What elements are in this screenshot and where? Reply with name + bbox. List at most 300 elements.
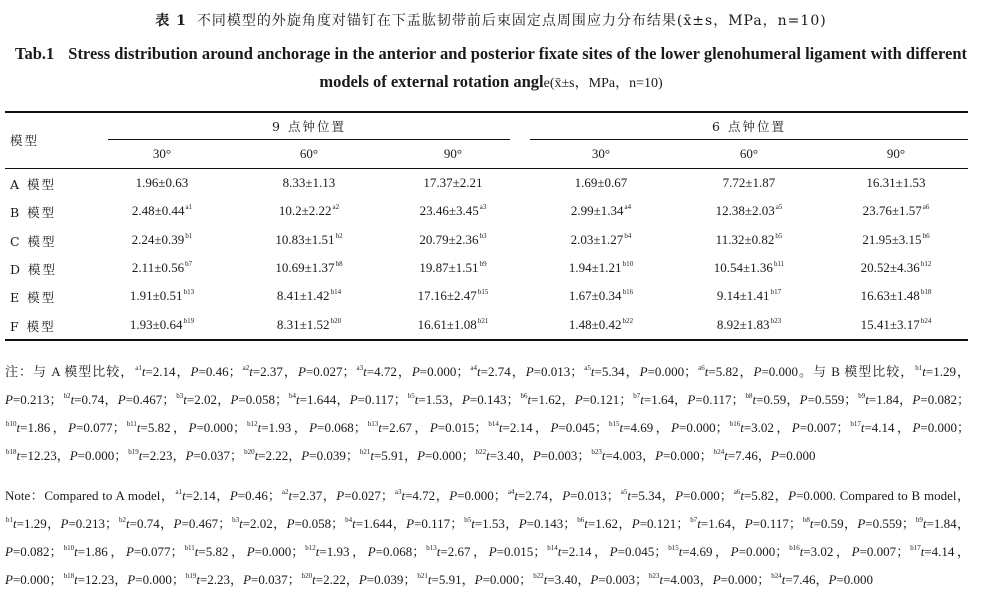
stat-t-value: =2.67， (440, 544, 489, 559)
stat-item (713, 448, 816, 463)
stat-item (231, 516, 331, 531)
stat-t-symbol: t (799, 544, 804, 559)
row-model-label: D 模型 (10, 262, 57, 277)
stat-t-value: =2.14， (145, 364, 191, 379)
stat-p-symbol: P (188, 420, 197, 435)
stat-key: a4 (470, 364, 477, 372)
stat-t-symbol: t (141, 364, 146, 379)
stat-t-symbol: t (486, 448, 490, 463)
cell-value: 20.52±4.36 (860, 260, 920, 275)
stat-t-value: =0.59， (813, 516, 858, 531)
stat-p-symbol: P (461, 392, 470, 407)
stat-t-value: =4.69， (623, 420, 672, 435)
stat-key: b8 (802, 516, 810, 524)
table-header-rule (5, 168, 968, 169)
stat-item (134, 364, 228, 379)
stat-key: b21 (359, 448, 371, 456)
table-cell (92, 260, 232, 276)
stat-p-symbol: P (851, 544, 860, 559)
cell-value: 11.32±0.82 (715, 232, 775, 247)
stat-t-value: =1.64， (700, 516, 745, 531)
stat-item (63, 392, 163, 407)
stat-p-value: =0.121 (582, 392, 620, 407)
table-title-en (6, 40, 976, 98)
note-zh: 注：与 A 模型比较，$^{a1}$t=2.14，P=0.46；$^{a2}$t=2.37，P=0.027；$^{a3}$t=4.72，P=0.000；$^{a4}$t=2.74，P=0.013；$^{a5}$t=5.34，P=0.000；$^{a6}$t=5.82，P=0.000。与 B 模型比较，$^{b1}$t=1.29，P=0.213；$^{b2}$t=0.74，P=0.467；$^{b3}$t=2.02，P=0.058；$^{b4}$t=1.644，P=0.117；$^{b5}$t=1.53，P=0.143；$^{b6}$t=1.62，P=0.121；$^{b7}$t=1.64，P=0.117；$^{b8}$t=0.59，P=0.559；$^{b9}$t=1.84，P=0.082；$^{b10}$t=1.86，P=0.077；$^{b11}$t=5.82，P=0.000；$^{b12}$t=1.93，P=0.068；$^{b13}$t=2.67，P=0.015；$^{b14}$t=2.14，P=0.045；$^{b15}$t=4.69，P=0.000；$^{b16}$t=3.02，P=0.007；$^{b17}$t=4.14，P=0.000；$^{b18}$t=12.23，P=0.000；$^{b19}$t=2.23，P=0.037；$^{b20}$t=2.22，P=0.039；$^{b21}$t=5.91，P=0.000；$^{b22}$t=3.40，P=0.003；$^{b23}$t=4.003，P=0.000；$^{b24}$t=7.46，P=0.000 (5, 364, 970, 463)
row-model-label: E 模型 (10, 290, 57, 305)
stat-key: a6 (698, 364, 705, 372)
stat-t-symbol: t (182, 488, 186, 503)
stat-p-symbol: P (912, 420, 921, 435)
stat-p-value: =0.039 (309, 448, 346, 463)
stat-t-symbol: t (557, 544, 562, 559)
stat-t-value: =12.23， (20, 448, 70, 463)
stat-item (425, 544, 533, 559)
table-caption-en: Stress distribution around anchorage in the anterior and posterior fixate sites of the lower glenohumeral ligament with different models of external rotation angl (68, 44, 968, 91)
stat-key: b8 (745, 392, 753, 400)
stat-item (301, 572, 404, 587)
table-cell (679, 175, 819, 191)
group2-rule (530, 139, 968, 140)
stat-key: b20 (244, 448, 255, 456)
group-header-6-oclock: 6 点钟位置 (712, 119, 786, 134)
stat-item (857, 392, 957, 407)
table-cell (826, 317, 966, 333)
stat-p-symbol: P (687, 392, 696, 407)
stat-p-value: =0.000 (135, 572, 172, 587)
stat-item (367, 420, 475, 435)
cell-value: 15.41±3.17 (860, 317, 920, 332)
stat-key: b1 (6, 516, 13, 524)
stat-key: a3 (394, 488, 402, 496)
stat-t-symbol: t (724, 448, 728, 463)
stat-p-value: =0.045 (558, 420, 596, 435)
stat-item (583, 364, 684, 379)
table-cell (531, 203, 671, 219)
cell-superscript: b24 (920, 317, 932, 325)
note-zh-mid: 。与 B 模型比较， (798, 364, 915, 379)
stat-t-symbol: t (16, 420, 21, 435)
stat-item (359, 448, 462, 463)
stat-p-value: =0.068 (317, 420, 354, 435)
stat-p-value: =0.117 (414, 516, 451, 531)
stat-p-symbol: P (349, 392, 358, 407)
cell-value: 2.99±1.34 (570, 203, 624, 218)
stat-t-value: =4.72， (366, 364, 412, 379)
cell-superscript: b11 (773, 260, 785, 268)
stat-key: b1 (915, 364, 923, 372)
cell-value: 2.24±0.39 (131, 232, 185, 247)
stat-key: b12 (305, 544, 316, 552)
stat-t-value: =2.74， (518, 488, 563, 503)
stat-t-symbol: t (183, 392, 187, 407)
table-cell (531, 288, 671, 304)
stat-t-symbol: t (809, 516, 814, 531)
stat-item (184, 544, 292, 559)
stat-p-value: =0.027 (305, 364, 343, 379)
stat-t-symbol: t (590, 364, 595, 379)
stat-t-symbol: t (196, 572, 200, 587)
cell-value: 2.03±1.27 (570, 232, 624, 247)
table-cell (239, 232, 379, 248)
stat-key: b23 (648, 572, 660, 580)
cell-value: 7.72±1.87 (722, 175, 776, 190)
stat-p-value: =0.000 (738, 544, 776, 559)
stat-item (532, 572, 635, 587)
stat-p-value: =0.000 (920, 420, 957, 435)
stat-t-value: =5.82， (743, 488, 789, 503)
stat-t-symbol: t (370, 448, 374, 463)
stat-p-value: =0.467 (125, 392, 163, 407)
stat-key: b3 (176, 392, 184, 400)
stat-t-value: =1.86， (77, 544, 126, 559)
stat-p-symbol: P (532, 448, 541, 463)
stat-t-symbol: t (740, 420, 744, 435)
stat-p-symbol: P (229, 488, 238, 503)
stat-p-value: =0.077 (76, 420, 113, 435)
stat-item (356, 364, 457, 379)
cell-value: 16.61±1.08 (417, 317, 477, 332)
table-cell (239, 203, 379, 219)
stat-p-value: =0.000 (796, 488, 833, 503)
stat-key: b17 (850, 420, 861, 428)
stat-p-value: =0.068 (375, 544, 413, 559)
angle-header-0: 30° (152, 146, 172, 161)
stat-t-symbol: t (471, 516, 475, 531)
stat-p-value: =0.117 (695, 392, 732, 407)
stat-p-symbol: P (68, 420, 77, 435)
stat-item (590, 448, 699, 463)
stat-key: b15 (609, 420, 620, 428)
stat-item (63, 572, 172, 587)
cell-value: 1.67±0.34 (568, 288, 622, 303)
stat-key: b4 (345, 516, 353, 524)
stat-key: b21 (417, 572, 428, 580)
stat-p-value: =0.000 (482, 572, 520, 587)
angle-header-3: 30° (591, 146, 611, 161)
stat-p-value: =0.000 (12, 572, 50, 587)
stat-key: b14 (488, 420, 499, 428)
stat-t-value: =7.46， (727, 448, 771, 463)
stat-key: a2 (242, 364, 250, 372)
table-top-rule (5, 111, 968, 113)
stat-t-symbol: t (781, 572, 786, 587)
stat-p-symbol: P (69, 448, 78, 463)
stat-key: b22 (533, 572, 544, 580)
stat-key: b4 (289, 392, 297, 400)
stat-p-symbol: P (336, 488, 345, 503)
stat-t-value: =5.91， (431, 572, 475, 587)
group1-rule (108, 139, 510, 140)
stat-p-symbol: P (675, 488, 684, 503)
stat-t-symbol: t (498, 420, 503, 435)
stat-t-symbol: t (239, 516, 243, 531)
stat-item (697, 364, 798, 379)
stat-key: b10 (6, 420, 17, 428)
stat-t-value: =2.23， (199, 572, 244, 587)
stat-p-symbol: P (525, 364, 534, 379)
stat-p-value: =0.082 (920, 392, 957, 407)
stat-t-value: =4.14， (864, 420, 913, 435)
stat-t-symbol: t (601, 448, 606, 463)
row-model-label: B 模型 (10, 205, 57, 220)
stat-t-symbol: t (136, 420, 141, 435)
stat-p-value: =0.117 (752, 516, 789, 531)
stat-t-symbol: t (543, 572, 548, 587)
cell-value: 17.37±2.21 (423, 175, 483, 190)
stat-t-symbol: t (257, 420, 262, 435)
stat-p-value: =0.015 (496, 544, 534, 559)
stat-t-symbol: t (704, 364, 709, 379)
stat-t-value: =1.644， (299, 392, 350, 407)
stat-key: b13 (426, 544, 437, 552)
stat-item (689, 516, 789, 531)
stat-item (304, 544, 412, 559)
stat-t-value: =2.14， (185, 488, 230, 503)
cell-superscript: b9 (479, 260, 487, 268)
table-cell (826, 288, 966, 304)
table-bottom-rule (5, 339, 968, 341)
stat-p-symbol: P (117, 392, 126, 407)
stat-p-value: =0.000 (196, 420, 234, 435)
stat-t-value: =0.59， (756, 392, 800, 407)
stat-t-symbol: t (659, 572, 664, 587)
stat-key: a2 (281, 488, 289, 496)
stat-t-symbol: t (922, 364, 926, 379)
stat-item (729, 420, 837, 435)
cell-superscript: b5 (775, 232, 783, 240)
stat-p-value: =0.039 (366, 572, 404, 587)
stat-item (667, 544, 775, 559)
cell-value: 8.41±1.42 (276, 288, 330, 303)
stat-t-symbol: t (16, 448, 21, 463)
stat-t-symbol: t (752, 392, 757, 407)
stat-key: a5 (620, 488, 628, 496)
table-cell (679, 232, 819, 248)
stat-key: a5 (584, 364, 591, 372)
stat-item (246, 420, 354, 435)
stat-p-value: =0.007 (799, 420, 837, 435)
stat-key: a4 (507, 488, 515, 496)
cell-superscript: b7 (185, 260, 193, 268)
stat-t-value: =5.82， (140, 420, 189, 435)
stat-p-symbol: P (791, 420, 800, 435)
angle-header-5: 90° (886, 146, 906, 161)
table-cell (679, 203, 819, 219)
table-cell (826, 232, 966, 248)
table-cell (826, 203, 966, 219)
stat-p-symbol: P (671, 420, 680, 435)
stat-key: b24 (713, 448, 725, 456)
stat-key: b17 (910, 544, 921, 552)
stat-t-value: =3.02， (743, 420, 792, 435)
stat-t-symbol: t (640, 392, 644, 407)
stat-t-value: =4.003， (605, 448, 656, 463)
cell-superscript: b6 (922, 232, 930, 240)
stat-key: b18 (6, 448, 17, 456)
stat-item (632, 392, 731, 407)
stat-key: b15 (668, 544, 679, 552)
stat-t-symbol: t (74, 572, 78, 587)
stat-p-value: =0.000 (761, 364, 799, 379)
cell-superscript: b15 (477, 288, 489, 296)
stat-item (281, 488, 381, 503)
stat-item (463, 516, 563, 531)
stat-t-value: =5.91， (373, 448, 418, 463)
stat-t-value: =5.82， (198, 544, 247, 559)
stat-t-symbol: t (249, 364, 253, 379)
stat-t-value: =2.37， (252, 364, 298, 379)
stat-p-value: =0.213 (68, 516, 106, 531)
cell-superscript: b21 (477, 317, 489, 325)
row-model-label: C 模型 (10, 234, 57, 249)
stat-key: b5 (464, 516, 472, 524)
stat-key: b11 (126, 420, 137, 428)
stat-p-symbol: P (562, 488, 571, 503)
stat-key: b2 (63, 392, 71, 400)
stat-key: b23 (591, 448, 602, 456)
table-cell (239, 317, 379, 333)
stat-key: a1 (135, 364, 142, 372)
stat-t-symbol: t (296, 392, 300, 407)
stat-t-value: =2.22， (258, 448, 302, 463)
stat-item (487, 420, 595, 435)
stat-p-symbol: P (912, 392, 921, 407)
cell-superscript: a2 (332, 203, 340, 211)
stat-t-value: =3.40， (489, 448, 533, 463)
stat-t-value: =1.93， (261, 420, 310, 435)
stat-p-value: =0.013 (570, 488, 607, 503)
stat-p-symbol: P (243, 572, 252, 587)
table-cell (531, 232, 671, 248)
stat-item (118, 516, 218, 531)
stat-item (174, 488, 267, 503)
stat-t-value: =2.67， (381, 420, 430, 435)
stat-t-value: =2.37， (292, 488, 337, 503)
stat-key: b5 (407, 392, 415, 400)
stat-p-symbol: P (631, 516, 640, 531)
table-cell (383, 175, 523, 191)
cell-value: 17.16±2.47 (417, 288, 477, 303)
stat-item (5, 420, 113, 435)
table-cell (383, 260, 523, 276)
stat-p-value: =0.000 (254, 544, 292, 559)
cell-value: 10.69±1.37 (275, 260, 335, 275)
stat-t-value: =4.14， (924, 544, 971, 559)
cell-superscript: b23 (770, 317, 782, 325)
cell-value: 1.94±1.21 (568, 260, 622, 275)
stat-p-symbol: P (358, 572, 367, 587)
cell-value: 2.11±0.56 (131, 260, 185, 275)
stat-item (576, 516, 676, 531)
stat-p-symbol: P (5, 544, 13, 559)
cell-superscript: b12 (920, 260, 932, 268)
stat-p-value: =0.000 (457, 488, 494, 503)
stat-p-value: =0.000 (419, 364, 457, 379)
stat-item (407, 392, 507, 407)
stat-p-symbol: P (190, 364, 199, 379)
stat-p-symbol: P (185, 448, 194, 463)
cell-value: 20.79±2.36 (419, 232, 479, 247)
stat-p-value: =0.000 (425, 448, 462, 463)
stat-t-symbol: t (920, 544, 925, 559)
stat-p-symbol: P (609, 544, 618, 559)
cell-value: 10.83±1.51 (275, 232, 335, 247)
stat-key: b9 (915, 516, 923, 524)
stat-p-symbol: P (788, 488, 797, 503)
stat-t-symbol: t (697, 516, 701, 531)
stat-t-symbol: t (477, 364, 481, 379)
stat-key: a1 (175, 488, 183, 496)
stat-p-value: =0.000 (720, 572, 758, 587)
stat-p-symbol: P (639, 364, 648, 379)
cell-superscript: b17 (770, 288, 782, 296)
stat-t-symbol: t (922, 516, 927, 531)
stat-t-value: =1.64， (643, 392, 688, 407)
stat-t-value: =3.40， (547, 572, 591, 587)
stat-item (344, 516, 450, 531)
stat-t-symbol: t (514, 488, 519, 503)
stat-item (469, 364, 570, 379)
cell-value: 10.2±2.22 (278, 203, 332, 218)
cell-superscript: a4 (624, 203, 632, 211)
stat-t-value: =3.02， (803, 544, 852, 559)
stat-key: b7 (690, 516, 698, 524)
stat-p-symbol: P (60, 516, 69, 531)
stat-p-symbol: P (301, 448, 310, 463)
stat-p-symbol: P (550, 420, 559, 435)
stat-p-value: =0.037 (251, 572, 288, 587)
stat-t-value: =4.003， (663, 572, 713, 587)
stat-t-value: =1.62， (587, 516, 632, 531)
stat-key: b2 (119, 516, 127, 524)
table-cell (826, 175, 966, 191)
stat-p-symbol: P (309, 420, 318, 435)
stat-t-symbol: t (740, 488, 744, 503)
stat-item (849, 420, 957, 435)
stat-p-symbol: P (286, 516, 295, 531)
stat-p-symbol: P (753, 364, 762, 379)
cell-superscript: a5 (775, 203, 783, 211)
stat-p-value: =0.117 (357, 392, 394, 407)
row-model-label: F 模型 (10, 319, 56, 334)
cell-superscript: b8 (335, 260, 343, 268)
stat-p-value: =0.143 (526, 516, 564, 531)
model-header: 模型 (10, 133, 40, 148)
stat-p-value: =0.000 (683, 488, 720, 503)
stat-p-symbol: P (5, 572, 13, 587)
table-cell (531, 175, 671, 191)
stat-key: b19 (185, 572, 197, 580)
stat-t-value: =1.93， (319, 544, 368, 559)
table-cell (383, 317, 523, 333)
stat-t-value: =1.84， (868, 392, 913, 407)
cell-value: 21.95±3.15 (862, 232, 922, 247)
stat-p-value: =0.003 (598, 572, 635, 587)
stat-p-symbol: P (5, 392, 13, 407)
stat-t-symbol: t (126, 516, 130, 531)
table-cell (239, 175, 379, 191)
table-cell (239, 288, 379, 304)
stat-p-symbol: P (173, 516, 182, 531)
cell-value: 9.14±1.41 (716, 288, 770, 303)
stat-t-value: =2.23， (142, 448, 186, 463)
table-cell (92, 203, 232, 219)
cell-value: 10.54±1.36 (713, 260, 773, 275)
cell-superscript: a3 (479, 203, 487, 211)
stat-key: b3 (232, 516, 240, 524)
stat-p-value: =0.013 (533, 364, 571, 379)
stat-p-symbol: P (828, 572, 837, 587)
